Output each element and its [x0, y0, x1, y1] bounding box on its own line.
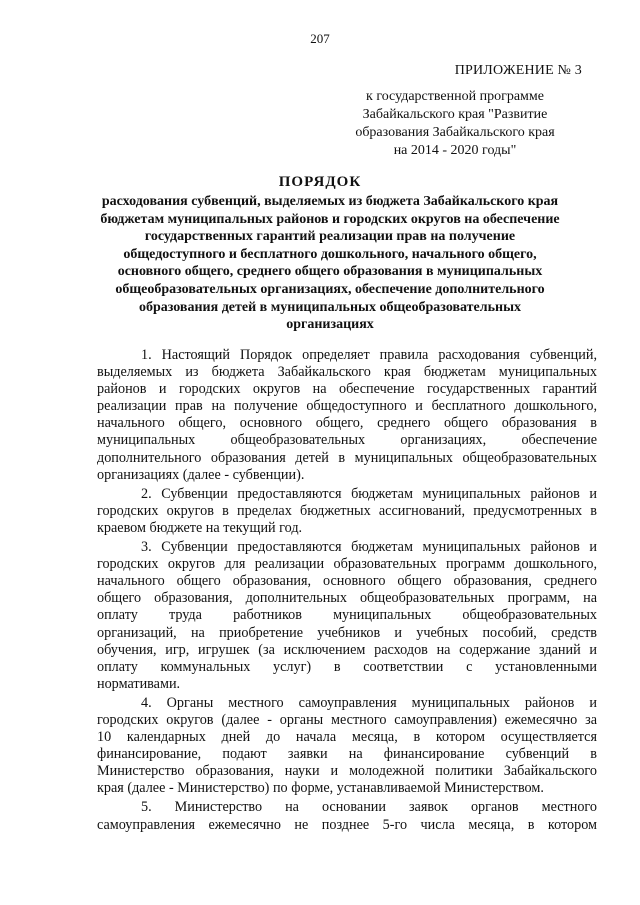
appendix-label: ПРИЛОЖЕНИЕ № 3 — [454, 63, 582, 78]
body-line: начального общего образования, основного общего образования, среднего — [97, 573, 597, 590]
program-reference-line: к государственной программе — [366, 89, 544, 104]
body-line: муниципальных общеобразовательных организациях, обеспечение — [97, 432, 597, 449]
body-line: финансирование, подают заявки на финансирование субвенций в — [97, 746, 597, 763]
body-line: оплату коммунальных услуг) в соответствии с установленными — [97, 658, 597, 675]
body-line: организаций, на приобретение учебников и учебных пособий, средств — [97, 624, 597, 641]
body-line: самоуправления ежемесячно не позднее 5-го числа месяца, в котором — [97, 816, 597, 833]
body-line: 3. Субвенции предоставляются бюджетам муниципальных районов и — [141, 539, 597, 556]
subtitle-line: основного общего, среднего общего образования в муниципальных — [117, 264, 543, 280]
body-line: нормативами. — [97, 675, 181, 692]
body-line: 10 календарных дней до начала месяца, в котором осуществляется — [97, 729, 597, 746]
subtitle-line: государственных гарантий реализации прав на получение — [144, 229, 516, 245]
document-body — [97, 347, 597, 834]
page-number: 207 — [310, 31, 330, 46]
body-line: 1. Настоящий Порядок определяет правила расходования субвенций, — [141, 347, 597, 363]
subtitle-line: бюджетам муниципальных районов и городских округов на обеспечение — [100, 211, 560, 227]
subtitle-line: общедоступного и бесплатного дошкольного, начального общего, — [123, 246, 537, 262]
body-line: районов и городских округов на обеспечение государственных гарантий — [97, 381, 597, 398]
body-line: организациях (далее - субвенции). — [97, 466, 305, 483]
body-line: краевом бюджете на текущий год. — [97, 519, 303, 536]
body-line: городских округов для реализации образовательных программ дошкольного, — [97, 556, 597, 573]
program-reference — [330, 88, 580, 160]
subtitle-line: общеобразовательных организациях, обеспечение дополнительного — [115, 281, 545, 297]
body-line: 2. Субвенции предоставляются бюджетам муниципальных районов и — [141, 485, 597, 502]
subtitle-line: образования детей в муниципальных общеобразовательных — [138, 299, 522, 315]
document-title: ПОРЯДОК — [278, 174, 362, 190]
body-line: Министерство образования, науки и молодежной политики Забайкальского — [97, 763, 597, 780]
body-line: реализации прав на получение общедоступного и бесплатного дошкольного, — [97, 398, 597, 415]
body-line: 5. Министерство на основании заявок органов местного — [141, 799, 597, 816]
program-reference-line: на 2014 - 2020 годы" — [393, 143, 517, 158]
body-line: края (далее - Министерство) по форме, устанавливаемой Министерством. — [97, 780, 544, 797]
subtitle-line: организациях — [286, 317, 374, 333]
body-line: оплату труда работников муниципальных общеобразовательных — [97, 607, 597, 624]
document-subtitle — [95, 193, 565, 334]
program-reference-line: образования Забайкальского края — [355, 125, 555, 140]
body-line: городских округов в пределах бюджетных ассигнований, предусмотренных в — [97, 502, 597, 519]
body-line: 4. Органы местного самоуправления муниципальных районов и — [141, 694, 597, 711]
body-line: дополнительного образования детей в муниципальных общеобразовательных — [97, 449, 597, 466]
body-line: начального общего, основного общего, среднего общего образования в — [97, 415, 597, 432]
body-line: городских округов (далее - органы местного самоуправления) ежемесячно за — [97, 711, 597, 728]
body-line: выделяемых из бюджета Забайкальского края бюджетам муниципальных — [97, 364, 597, 381]
program-reference-line: Забайкальского края "Развитие — [362, 107, 548, 122]
body-line: общего образования, дополнительных общеобразовательных программ, на — [97, 590, 597, 607]
subtitle-line: расходования субвенций, выделяемых из бюджета Забайкальского края — [101, 194, 559, 209]
body-line: обучения, игр, игрушек (за исключением расходов на содержание зданий и — [97, 641, 597, 658]
